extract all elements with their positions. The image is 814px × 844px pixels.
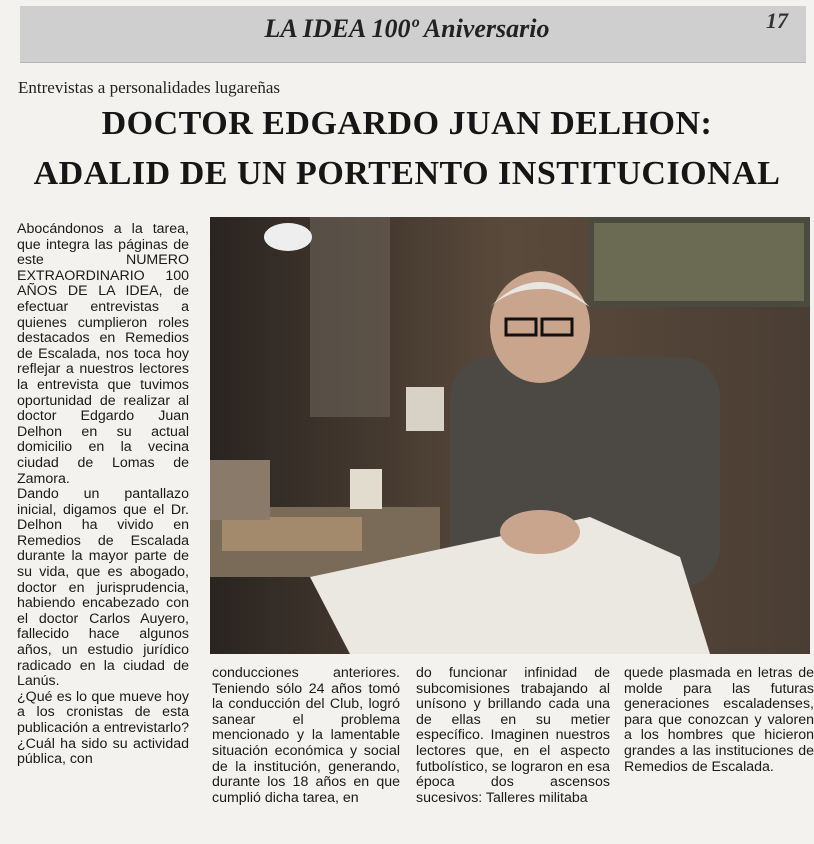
section-label: Entrevistas a personalidades lugareñas — [18, 78, 280, 97]
page-header-title: LA IDEA 100º Aniversario — [264, 14, 550, 43]
article-column-4: quede plasmada en letras de molde para las futuras generaciones escaladenses, para que conozcan y valoren a los hombres que hicieron grandes a las instituciones de Remedios de Escalada. — [624, 665, 814, 775]
headline-line-1: DOCTOR EDGARDO JUAN DELHON: — [101, 105, 713, 142]
photo-illustration — [210, 217, 810, 654]
article-column-1 — [17, 222, 189, 768]
article-column-2: conducciones anteriores. Teniendo sólo 24 años tomó la conducción del Club, logró sanear el problema mencionado y la lamentable situación económica y social de la institución, generando, durante los 18 años en que cumplió dicha tarea, en — [212, 665, 400, 806]
headline-line-2: ADALID DE UN PORTENTO INSTITUCIONAL — [33, 155, 781, 192]
paragraph: ¿Qué es lo que mueve hoy a los cronistas de esta publicación a entrevistarlo? ¿Cuál ha sido su actividad pública, con — [17, 688, 189, 768]
paragraph: Abocándonos a la tarea, que integra las páginas de este NUMERO EXTRAORDINARIO 100 AÑOS DE LA IDEA, de efectuar entrevistas a quienes cumplieron roles destacados en Remedios de Escalada, nos toca hoy reflejar a nuestros lectores la entrevista que tuvimos oportunidad de realizar al doctor Edgardo Juan Delhon en su actual domicilio en la vecina ciudad de Lomas de Zamora. — [17, 221, 189, 487]
page-number: 17 — [766, 8, 788, 33]
article-photo — [210, 217, 810, 654]
paragraph: Dando un pantallazo inicial, digamos que el Dr. Delhon ha vivido en Remedios de Escalada durante la mayor parte de su vida, que es abogado, doctor en jurisprudencia, habiendo encabezado con el doctor Carlos Auyero, fallecido hace algunos años, un estudio jurídico radicado en la ciudad de Lanús. — [17, 486, 189, 690]
article-column-3: do funcionar infinidad de subcomisiones trabajando al unísono y brillando cada una de ellas en su metier específico. Imaginen nuestros lectores que, en el aspecto futbolístico, se lograron en esa época dos ascensos sucesivos: Talleres militaba — [416, 665, 610, 806]
